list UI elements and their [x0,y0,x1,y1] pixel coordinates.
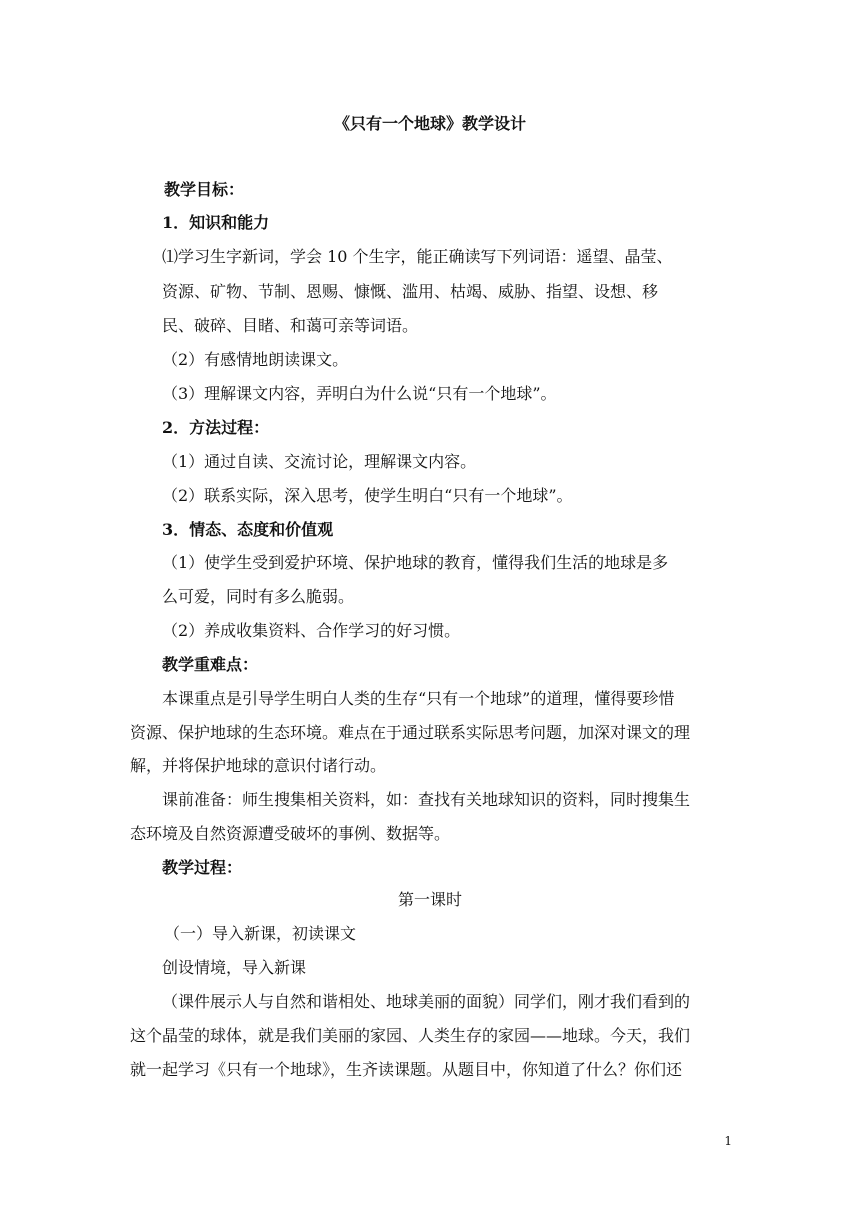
paragraph-line: ⑴学习生字新词，学会 10 个生字，能正确读写下列词语：遥望、晶莹、 [162,247,673,266]
section1-heading: 1．知识和能力 [162,213,270,232]
paragraph-line: 态环境及自然资源遭受破坏的事例、数据等。 [130,824,451,843]
paragraph-line: 就一起学习《只有一个地球》，生齐读课题。从题目中，你知道了什么？你们还 [130,1060,683,1079]
step-subheading: 创设情境，导入新课 [162,958,307,977]
step-heading: （一）导入新课，初读课文 [164,924,357,943]
paragraph-line: 这个晶莹的球体，就是我们美丽的家园、人类生存的家园——地球。今天，我们 [130,1026,691,1045]
paragraph-line: 解，并将保护地球的意识付诸行动。 [130,756,387,775]
document-title: 《只有一个地球》教学设计 [333,114,526,133]
paragraph-line: 本课重点是引导学生明白人类的生存“只有一个地球”的道理，懂得要珍惜 [162,689,675,708]
paragraph-line: 么可爱，同时有多么脆弱。 [162,587,355,606]
section3-heading: 3．情态、态度和价值观 [162,520,334,539]
paragraph-line: （2）联系实际，深入思考，使学生明白“只有一个地球”。 [162,486,573,505]
process-heading: 教学过程： [162,858,243,877]
paragraph-line: （课件展示人与自然和谐相处、地球美丽的面貌）同学们，刚才我们看到的 [162,992,691,1011]
paragraph-line: 资源、矿物、节制、恩赐、慷慨、滥用、枯竭、威胁、指望、设想、移 [162,282,659,301]
paragraph-line: 资源、保护地球的生态环境。难点在于通过联系实际思考问题，加深对课文的理 [130,723,691,742]
section2-heading: 2．方法过程： [162,418,270,437]
paragraph-line: （2）养成收集资料、合作学习的好习惯。 [162,621,461,640]
goals-heading: 教学目标： [164,180,245,199]
page-number: 1 [724,1134,732,1148]
paragraph-line: （2）有感情地朗读课文。 [162,350,349,369]
lesson-heading: 第一课时 [397,890,462,909]
paragraph-line: 课前准备：师生搜集相关资料，如：查找有关地球知识的资料，同时搜集生 [162,790,691,809]
paragraph-line: （1）通过自读、交流讨论，理解课文内容。 [162,452,477,471]
paragraph-line: 民、破碎、目睹、和蔼可亲等词语。 [162,316,419,335]
paragraph-line: （3）理解课文内容，弄明白为什么说“只有一个地球”。 [162,384,557,403]
key-points-heading: 教学重难点： [162,655,259,674]
paragraph-line: （1）使学生受到爱护环境、保护地球的教育，懂得我们生活的地球是多 [162,553,669,572]
